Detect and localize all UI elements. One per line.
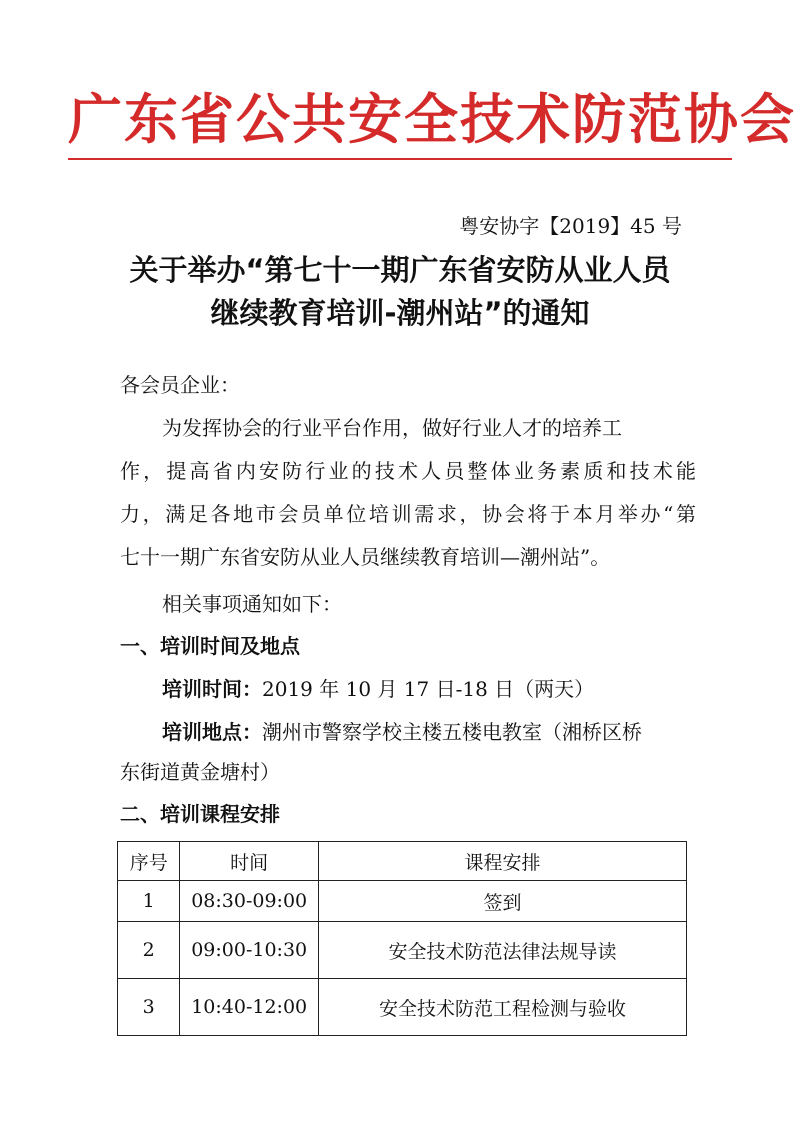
row-number: 3 [118, 979, 180, 1036]
table-row [118, 922, 687, 979]
salutation: 各会员企业： [120, 373, 240, 397]
row-time: 08:30-09:00 [180, 881, 318, 922]
document-number: 粤安协字【2019】45 号 [459, 214, 682, 238]
training-place-continued: 东街道黄金塘村） [120, 760, 280, 784]
table-row [118, 979, 687, 1036]
paragraph-line-4: 七十一期广东省安防从业人员继续教育培训—潮州站”。 [120, 545, 611, 569]
paragraph-line-2: 作，提高省内安防行业的技术人员整体业务素质和技术能 [120, 459, 696, 483]
schedule-header-row [118, 842, 687, 881]
section-heading-time-place: 一、培训时间及地点 [120, 634, 300, 658]
training-time-label: 培训时间： [162, 677, 262, 701]
schedule-table [117, 841, 687, 1036]
training-place-label: 培训地点： [162, 720, 262, 744]
column-header-no: 序号 [118, 842, 180, 881]
intro-line: 相关事项通知如下： [162, 592, 342, 616]
section-heading-schedule: 二、培训课程安排 [120, 802, 280, 826]
training-place [162, 718, 642, 746]
table-row [118, 881, 687, 922]
row-course: 安全技术防范工程检测与验收 [318, 979, 686, 1036]
row-time: 09:00-10:30 [180, 922, 318, 979]
notice-title-line-2: 继续教育培训-潮州站”的通知 [210, 296, 590, 330]
paragraph-line-3: 力，满足各地市会员单位培训需求，协会将于本月举办“第 [120, 502, 696, 526]
row-number: 2 [118, 922, 180, 979]
column-header-time: 时间 [180, 842, 318, 881]
training-place-value: 潮州市警察学校主楼五楼电教室（湘桥区桥 [262, 720, 642, 744]
paragraph-line-1: 为发挥协会的行业平台作用，做好行业人才的培养工 [162, 416, 622, 440]
training-time [162, 675, 594, 703]
letterhead-divider [68, 158, 732, 160]
organization-letterhead: 广东省公共安全技术防范协会 [68, 87, 796, 151]
row-time: 10:40-12:00 [180, 979, 318, 1036]
notice-title-line-1: 关于举办“第七十一期广东省安防从业人员 [129, 253, 671, 287]
row-number: 1 [118, 881, 180, 922]
row-course: 签到 [318, 881, 686, 922]
training-time-value: 2019 年 10 月 17 日-18 日（两天） [262, 677, 595, 701]
row-course: 安全技术防范法律法规导读 [318, 922, 686, 979]
column-header-course: 课程安排 [318, 842, 686, 881]
